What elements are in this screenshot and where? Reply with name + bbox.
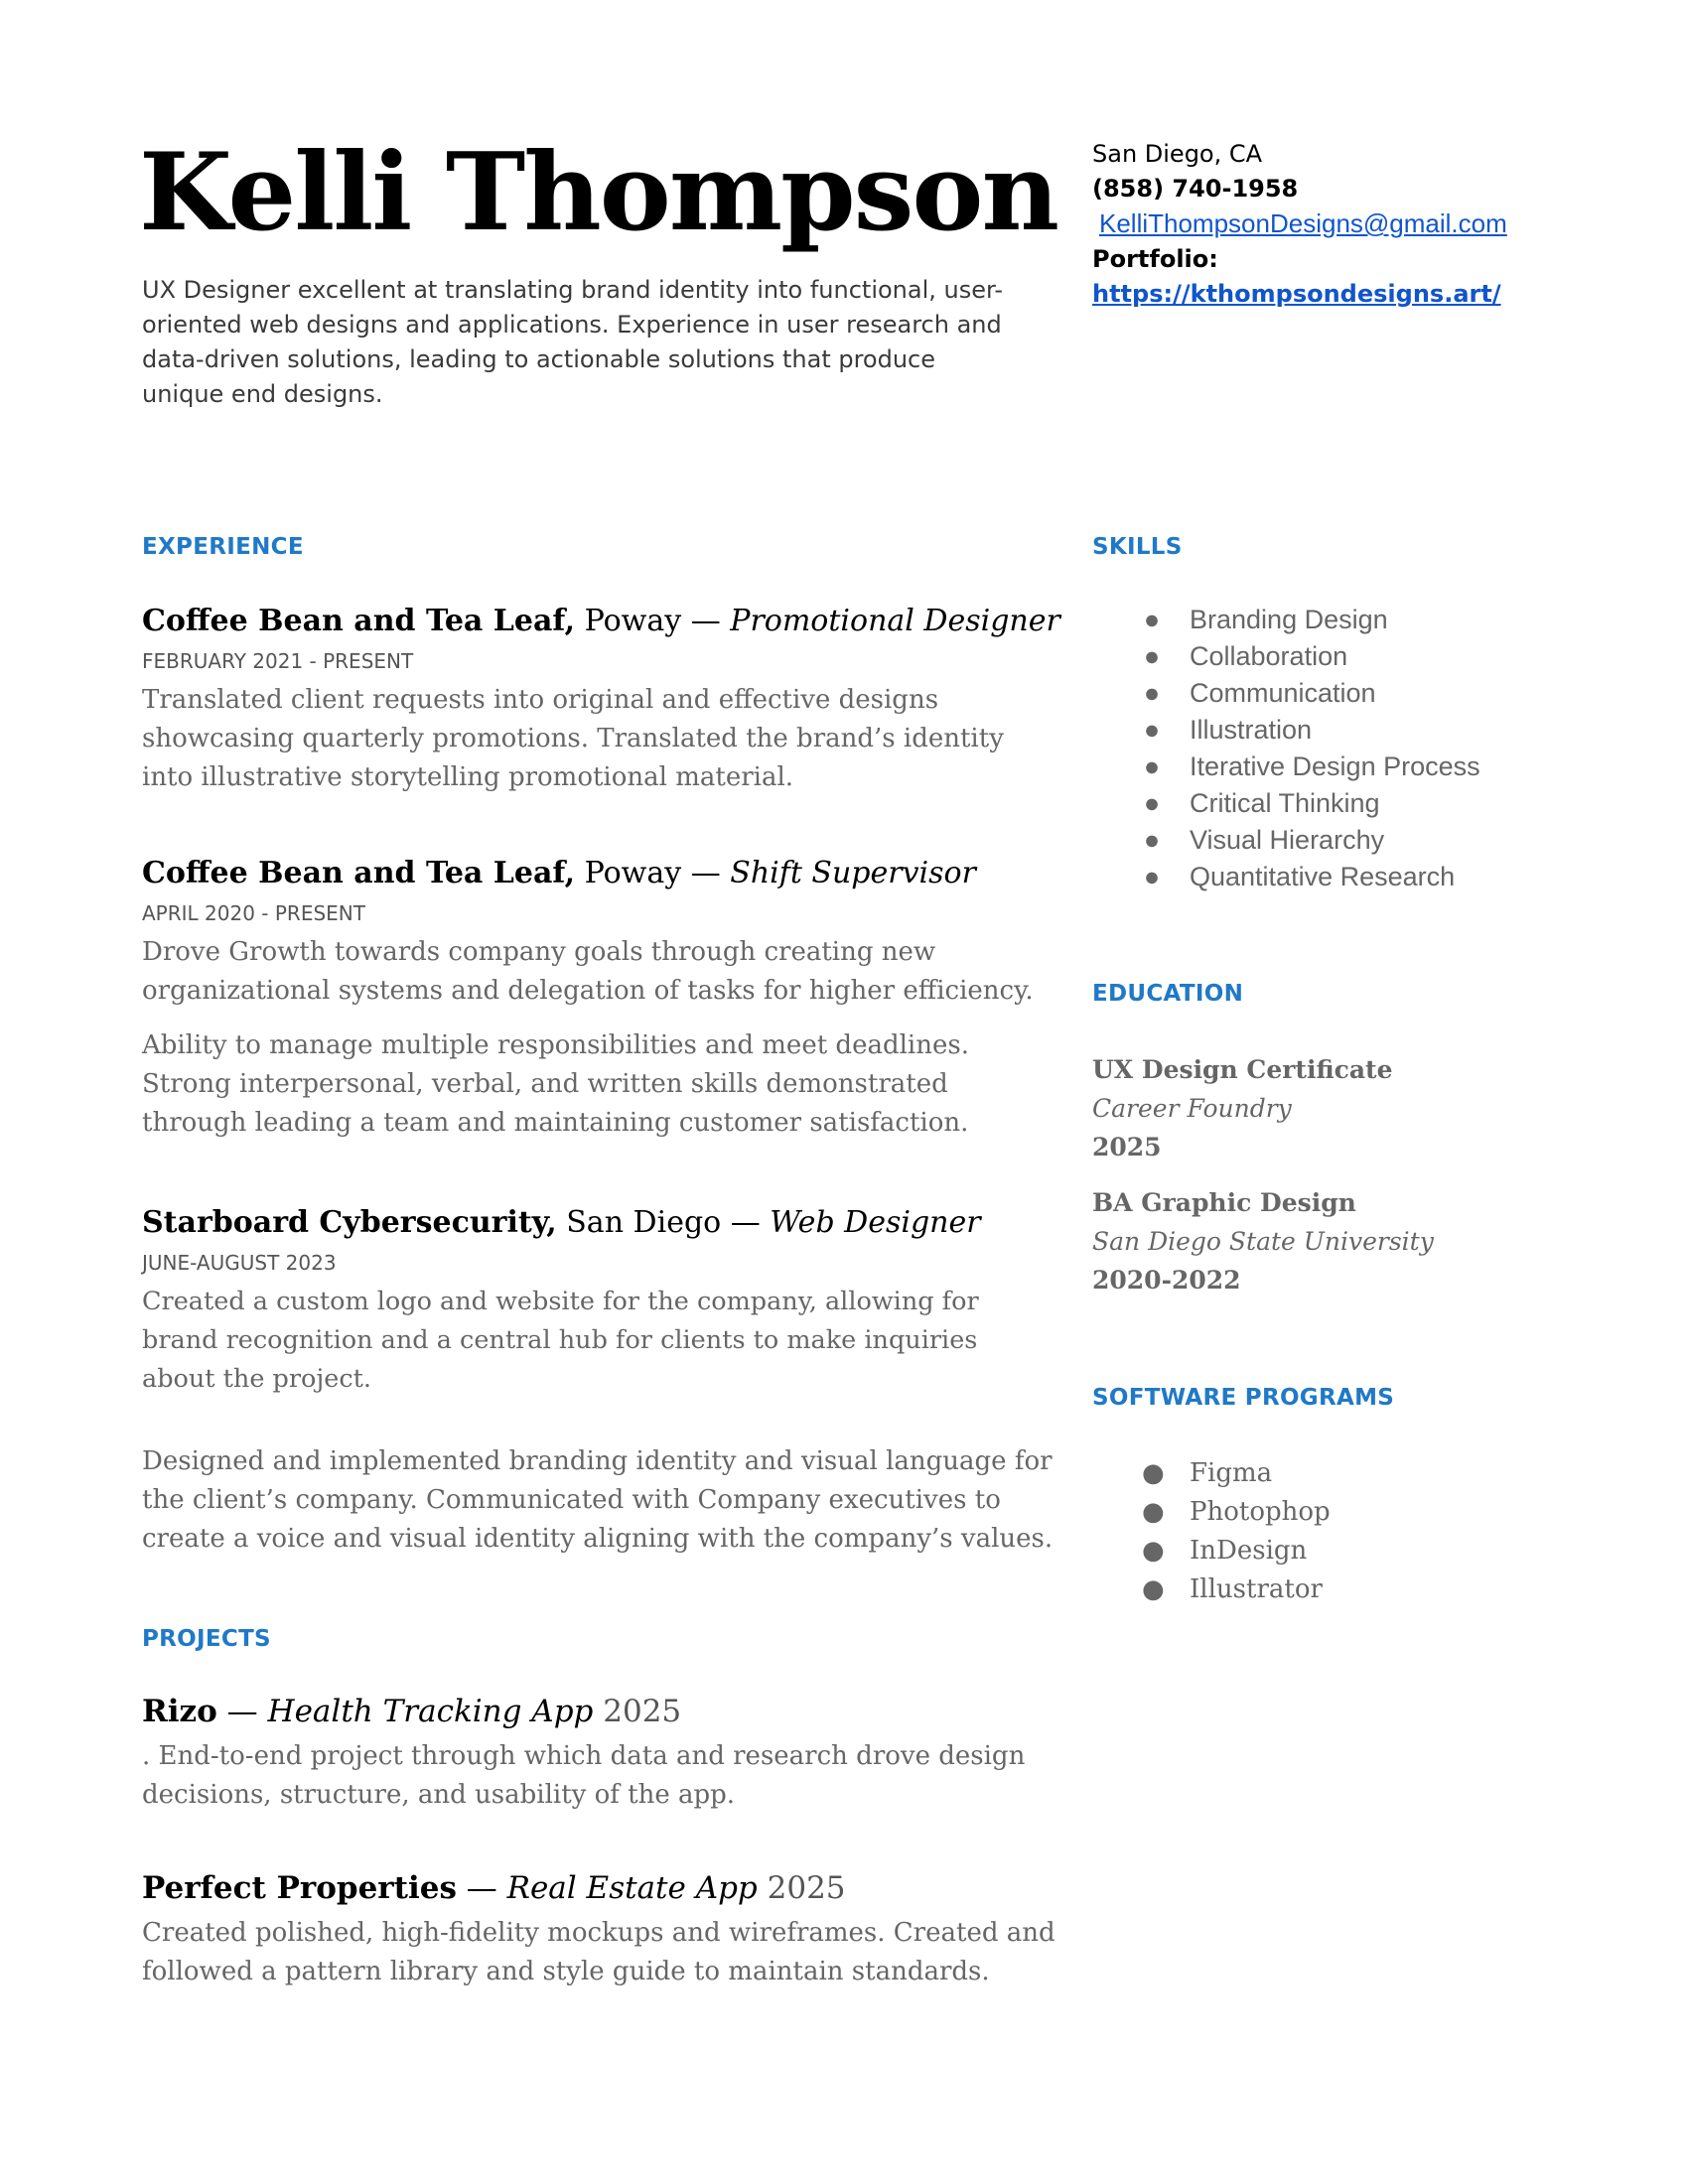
- list-item: ● Illustrator: [1142, 1570, 1331, 1609]
- job-location: San Diego —: [556, 1205, 771, 1240]
- edu-school: Career Foundry: [1092, 1094, 1292, 1123]
- education-entry: [1092, 1183, 1609, 1299]
- contact-email-link[interactable]: KelliThompsonDesigns@gmail.com: [1099, 208, 1507, 238]
- list-item: ● Communication: [1142, 675, 1480, 712]
- project-year: 2025: [593, 1694, 682, 1729]
- job-dates: APRIL 2020 - PRESENT: [142, 901, 365, 925]
- list-item: ● Visual Hierarchy: [1142, 822, 1480, 859]
- bullet-icon: ●: [1142, 1497, 1165, 1527]
- project-name: Perfect Properties: [142, 1870, 457, 1906]
- project-separator: —: [216, 1694, 268, 1729]
- list-item: ● Collaboration: [1142, 638, 1480, 675]
- contact-phone: (858) 740-1958: [1092, 175, 1299, 203]
- project-year: 2025: [757, 1870, 846, 1906]
- skills-list: [1142, 602, 1480, 895]
- experience-heading: EXPERIENCE: [142, 534, 304, 560]
- job-dates: FEBRUARY 2021 - PRESENT: [142, 649, 414, 673]
- job-org: Starboard Cybersecurity,: [142, 1205, 557, 1240]
- job-title: [142, 602, 1060, 641]
- job-dates: JUNE-AUGUST 2023: [142, 1251, 337, 1275]
- software-list: [1142, 1454, 1331, 1609]
- bullet-icon: ●: [1142, 1536, 1165, 1566]
- project-description: . End-to-end project through which data and research drove design decisions, structure, and usability of the app.: [142, 1741, 1026, 1810]
- job-role: Web Designer: [770, 1205, 981, 1240]
- experience-entry: [142, 854, 1055, 1143]
- resume-name: Kelli Thompson: [139, 130, 1057, 255]
- bullet-icon: ●: [1142, 1574, 1165, 1604]
- project-name: Rizo: [142, 1694, 217, 1729]
- job-location: Poway —: [575, 604, 731, 638]
- bullet-icon: ●: [1142, 1458, 1165, 1488]
- project-title: [142, 1692, 1055, 1731]
- contact-block: [1092, 137, 1609, 312]
- bullet-icon: ●: [1143, 788, 1161, 818]
- skills-heading: SKILLS: [1092, 534, 1183, 560]
- edu-school: San Diego State University: [1092, 1227, 1434, 1256]
- profile-summary: UX Designer excellent at translating brand identity into functional, user-oriented web designs and applications. Experience in user research and data-driven solutions, leading to actionable solutions that produce unique end designs.: [142, 276, 1003, 408]
- education-heading: EDUCATION: [1092, 981, 1244, 1007]
- project-type: Health Tracking App: [267, 1694, 594, 1729]
- project-type: Real Estate App: [506, 1870, 758, 1906]
- project-separator: —: [456, 1870, 507, 1906]
- job-description: Created a custom logo and website for the company, allowing for brand recognition and a central hub for clients to make inquiries about the project.: [142, 1287, 979, 1394]
- edu-degree: UX Design Certificate: [1092, 1055, 1393, 1084]
- list-item: ● Figma: [1142, 1454, 1331, 1493]
- edu-year: 2025: [1092, 1133, 1162, 1161]
- bullet-icon: ●: [1143, 678, 1161, 708]
- project-entry: [142, 1692, 1055, 1815]
- job-description: Drove Growth towards company goals through creating new organizational systems and delegation of tasks for higher efficiency.: [142, 937, 1034, 1006]
- job-role: Promotional Designer: [730, 604, 1060, 638]
- list-item: ● Branding Design: [1142, 602, 1480, 638]
- list-item: ● Critical Thinking: [1142, 785, 1480, 822]
- list-item: ● Iterative Design Process: [1142, 749, 1480, 785]
- project-title: [142, 1868, 1055, 1908]
- job-title: [142, 854, 1055, 893]
- project-entry: [142, 1868, 1055, 1991]
- bullet-icon: ●: [1143, 641, 1161, 671]
- contact-location: San Diego, CA: [1092, 140, 1263, 168]
- list-item: ● InDesign: [1142, 1532, 1331, 1570]
- bullet-icon: ●: [1143, 862, 1161, 891]
- experience-entry: [142, 602, 1060, 797]
- job-role: Shift Supervisor: [730, 856, 976, 890]
- job-org: Coffee Bean and Tea Leaf,: [142, 856, 576, 890]
- edu-degree: BA Graphic Design: [1092, 1188, 1356, 1217]
- list-item: ● Photophop: [1142, 1493, 1331, 1532]
- portfolio-label: Portfolio:: [1092, 245, 1218, 273]
- job-description: Ability to manage multiple responsibilities and meet deadlines. Strong interpersonal, verbal, and written skills demonstrated through leading a team and maintaining customer satisfaction.: [142, 1030, 969, 1138]
- portfolio-link[interactable]: https://kthompsondesigns.art/: [1092, 280, 1501, 308]
- projects-heading: PROJECTS: [142, 1626, 271, 1652]
- job-description: Designed and implemented branding identity and visual language for the client’s company. Communicated with Company executives to create a voice and visual identity aligning with the company’s values.: [142, 1446, 1054, 1554]
- education-entry: [1092, 1050, 1609, 1166]
- job-title: [142, 1203, 1055, 1243]
- project-description: Created polished, high-fidelity mockups and wireframes. Created and followed a pattern library and style guide to maintain standards.: [142, 1918, 1055, 1986]
- experience-entry: [142, 1203, 1055, 1559]
- job-org: Coffee Bean and Tea Leaf,: [142, 604, 576, 638]
- bullet-icon: ●: [1143, 825, 1161, 855]
- list-item: ● Quantitative Research: [1142, 859, 1480, 895]
- bullet-icon: ●: [1143, 715, 1161, 745]
- bullet-icon: ●: [1143, 751, 1161, 781]
- list-item: ● Illustration: [1142, 712, 1480, 749]
- job-description: Translated client requests into original and effective designs showcasing quarterly promotions. Translated the brand’s identity into illustrative storytelling promotional material.: [142, 685, 1004, 792]
- bullet-icon: ●: [1143, 605, 1161, 634]
- software-heading: SOFTWARE PROGRAMS: [1092, 1385, 1395, 1411]
- job-location: Poway —: [575, 856, 731, 890]
- edu-year: 2020-2022: [1092, 1266, 1241, 1295]
